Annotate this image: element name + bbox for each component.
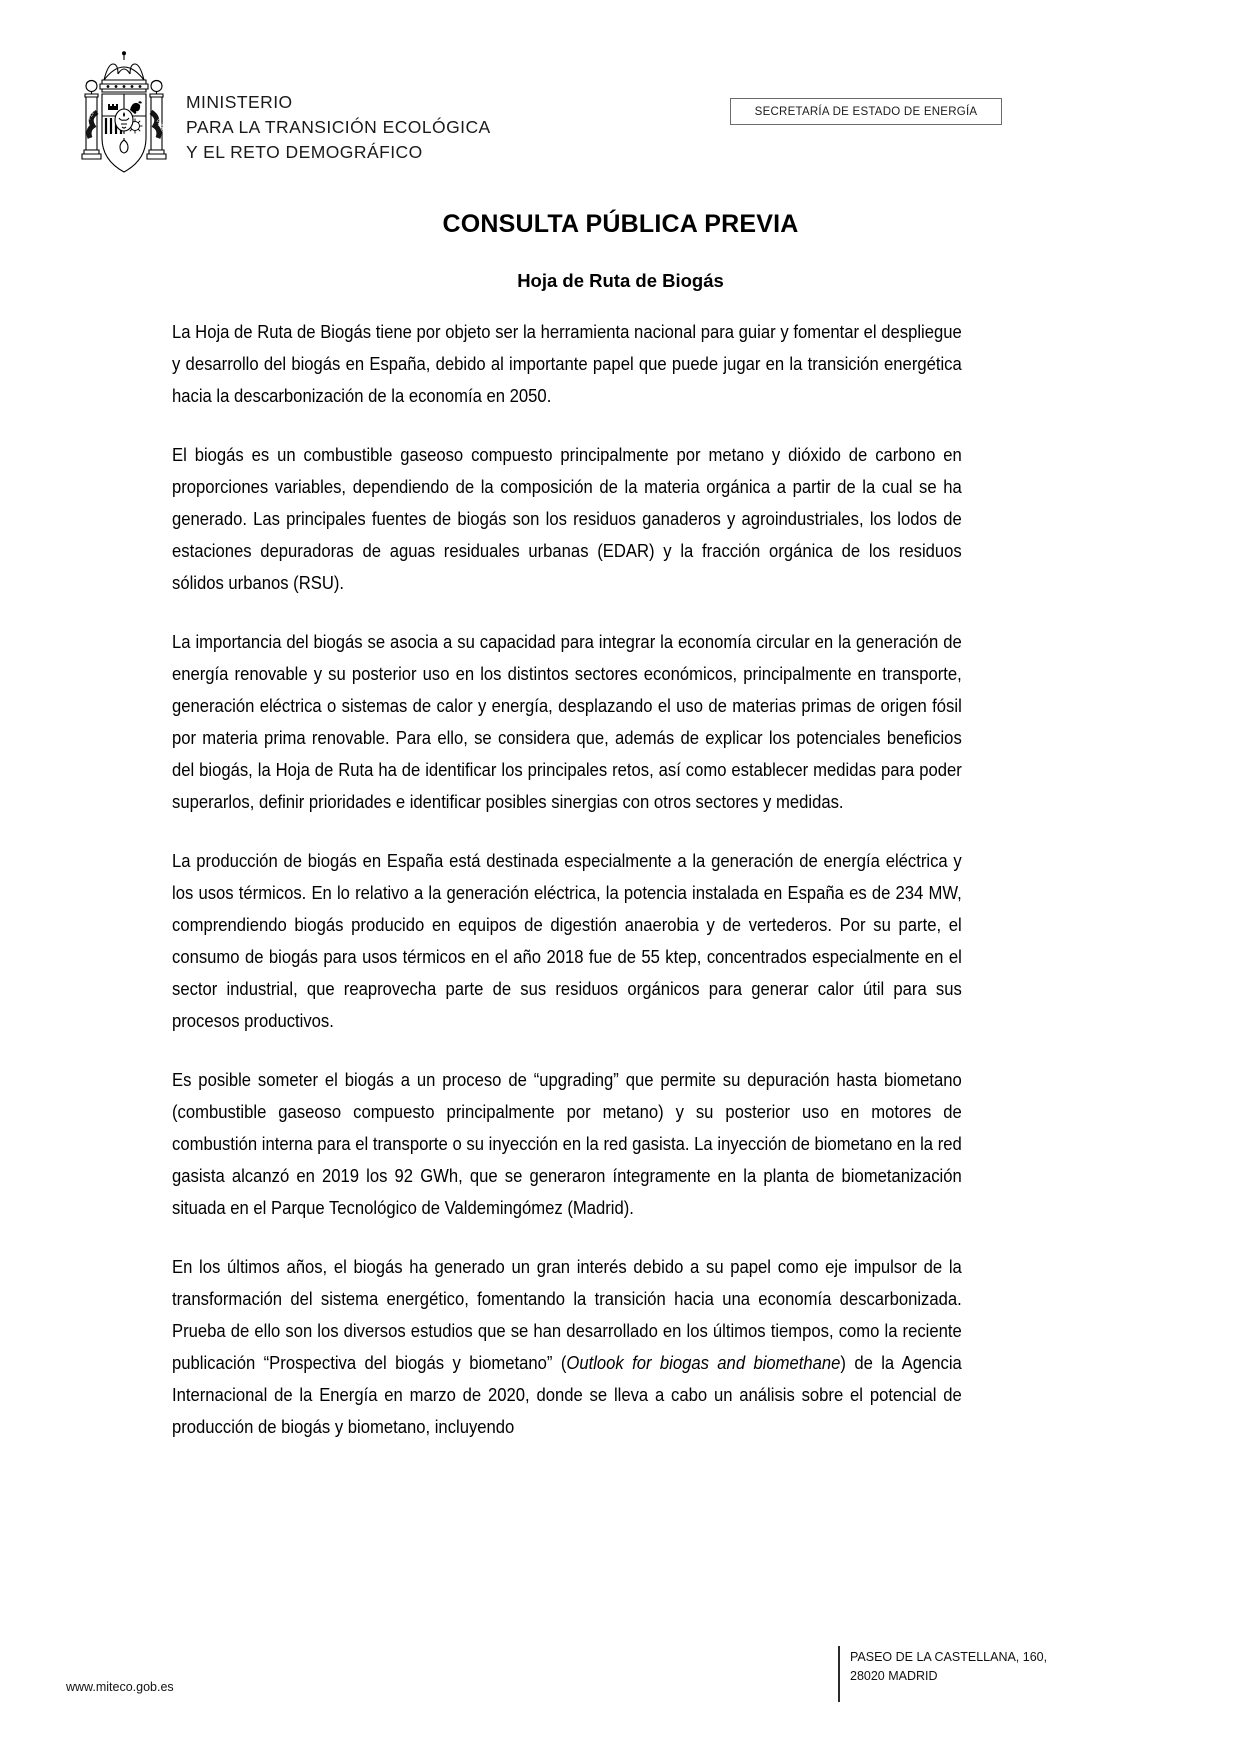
publication-title-italic: Outlook for biogas and biomethane <box>566 1352 841 1373</box>
paragraph-4 <box>172 845 962 1037</box>
paragraph-1-text: La Hoja de Ruta de Biogás tiene por objeto ser la herramienta nacional para guiar y fomentar el despliegue y desarrollo del biogás en España, debido al importante papel que puede jugar en la transición energética hacia la descarbonización de la economía en 2050. <box>172 321 962 406</box>
footer-website[interactable]: www.miteco.gob.es <box>66 1680 174 1694</box>
paragraph-4-text: La producción de biogás en España está destinada especialmente a la generación de energía eléctrica y los usos térmicos. En lo relativo a la generación eléctrica, la potencia instalada en España es de 234 MW, comprendiendo biogás producido en equipos de digestión anaerobia y de vertederos. Por su parte, el consumo de biogás para usos térmicos en el año 2018 fue de 55 ktep, concentrados especialmente en el sector industrial, que reaprovecha parte de sus residuos orgánicos para generar calor útil para sus procesos productivos. <box>172 850 962 1031</box>
paragraph-2 <box>172 439 962 599</box>
footer-divider <box>838 1646 840 1702</box>
document-header <box>0 46 1241 176</box>
secretariat-box-label: SECRETARÍA DE ESTADO DE ENERGÍA <box>754 105 978 118</box>
ministry-line-1: MINISTERIO <box>186 92 293 112</box>
page-title: CONSULTA PÚBLICA PREVIA <box>442 210 799 238</box>
paragraph-3-text: La importancia del biogás se asocia a su capacidad para integrar la economía circular en la generación de energía renovable y su posterior uso en los distintos sectores económicos, principalmente en transporte, generación eléctrica o sistemas de calor y energía, desplazando el uso de materias primas de origen fósil por materia prima renovable. Para ello, se considera que, además de explicar los potenciales beneficios del biogás, la Hoja de Ruta ha de identificar los principales retos, así como establecer medidas para poder superarlos, definir prioridades e identificar posibles sinergias con otros sectores y medidas. <box>172 631 962 812</box>
document-body <box>172 316 962 1443</box>
ministry-name <box>186 90 491 165</box>
footer-address <box>850 1648 1047 1686</box>
secretariat-box <box>730 98 1002 125</box>
paragraph-6 <box>172 1251 962 1443</box>
footer-address-line-2: 28020 MADRID <box>850 1669 938 1683</box>
ministry-line-3: Y EL RETO DEMOGRÁFICO <box>186 141 423 162</box>
page-subtitle: Hoja de Ruta de Biogás <box>517 270 724 291</box>
spanish-coat-of-arms-icon <box>72 50 176 178</box>
document-footer <box>0 1634 1241 1754</box>
paragraph-2-text: El biogás es un combustible gaseoso compuesto principalmente por metano y dióxido de carbono en proporciones variables, dependiendo de la composición de la materia orgánica a partir de la cual se ha generado. Las principales fuentes de biogás son los residuos ganaderos y agroindustriales, los lodos de estaciones depuradoras de aguas residuales urbanas (EDAR) y la fracción orgánica de los residuos sólidos urbanos (RSU). <box>172 444 962 593</box>
paragraph-1 <box>172 316 962 412</box>
svg-text:PLVS: PLVS <box>86 107 98 121</box>
paragraph-6-text-part2: ) de la Agencia Internacional de la Energía en marzo de 2020, donde se lleva a cabo un análisis sobre el potencial de producción de biogás y biometano, incluyendo <box>172 1352 962 1437</box>
paragraph-5-text: Es posible someter el biogás a un proceso de “upgrading” que permite su depuración hasta biometano (combustible gaseoso compuesto principalmente por metano) y su posterior uso en motores de combustión interna para el transporte o su inyección en la red gasista. La inyección de biometano en la red gasista alcanzó en 2019 los 92 GWh, que se generaron íntegramente en la planta de biometanización situada en el Parque Tecnológico de Valdemingómez (Madrid). <box>172 1069 962 1218</box>
paragraph-5 <box>172 1064 962 1224</box>
paragraph-6-text-part1: En los últimos años, el biogás ha generado un gran interés debido a su papel como eje impulsor de la transformación del sistema energético, fomentando la transición hacia una economía descarbonizada. Prueba de ello son los diversos estudios que se han desarrollado en los últimos tiempos, como la reciente publicación “Prospectiva del biogás y biometano” ( <box>172 1256 962 1373</box>
footer-address-line-1: PASEO DE LA CASTELLANA, 160, <box>850 1650 1048 1664</box>
ministry-line-2: PARA LA TRANSICIÓN ECOLÓGICA <box>186 116 491 137</box>
paragraph-3 <box>172 626 962 818</box>
svg-text:VLTRA: VLTRA <box>154 118 167 135</box>
